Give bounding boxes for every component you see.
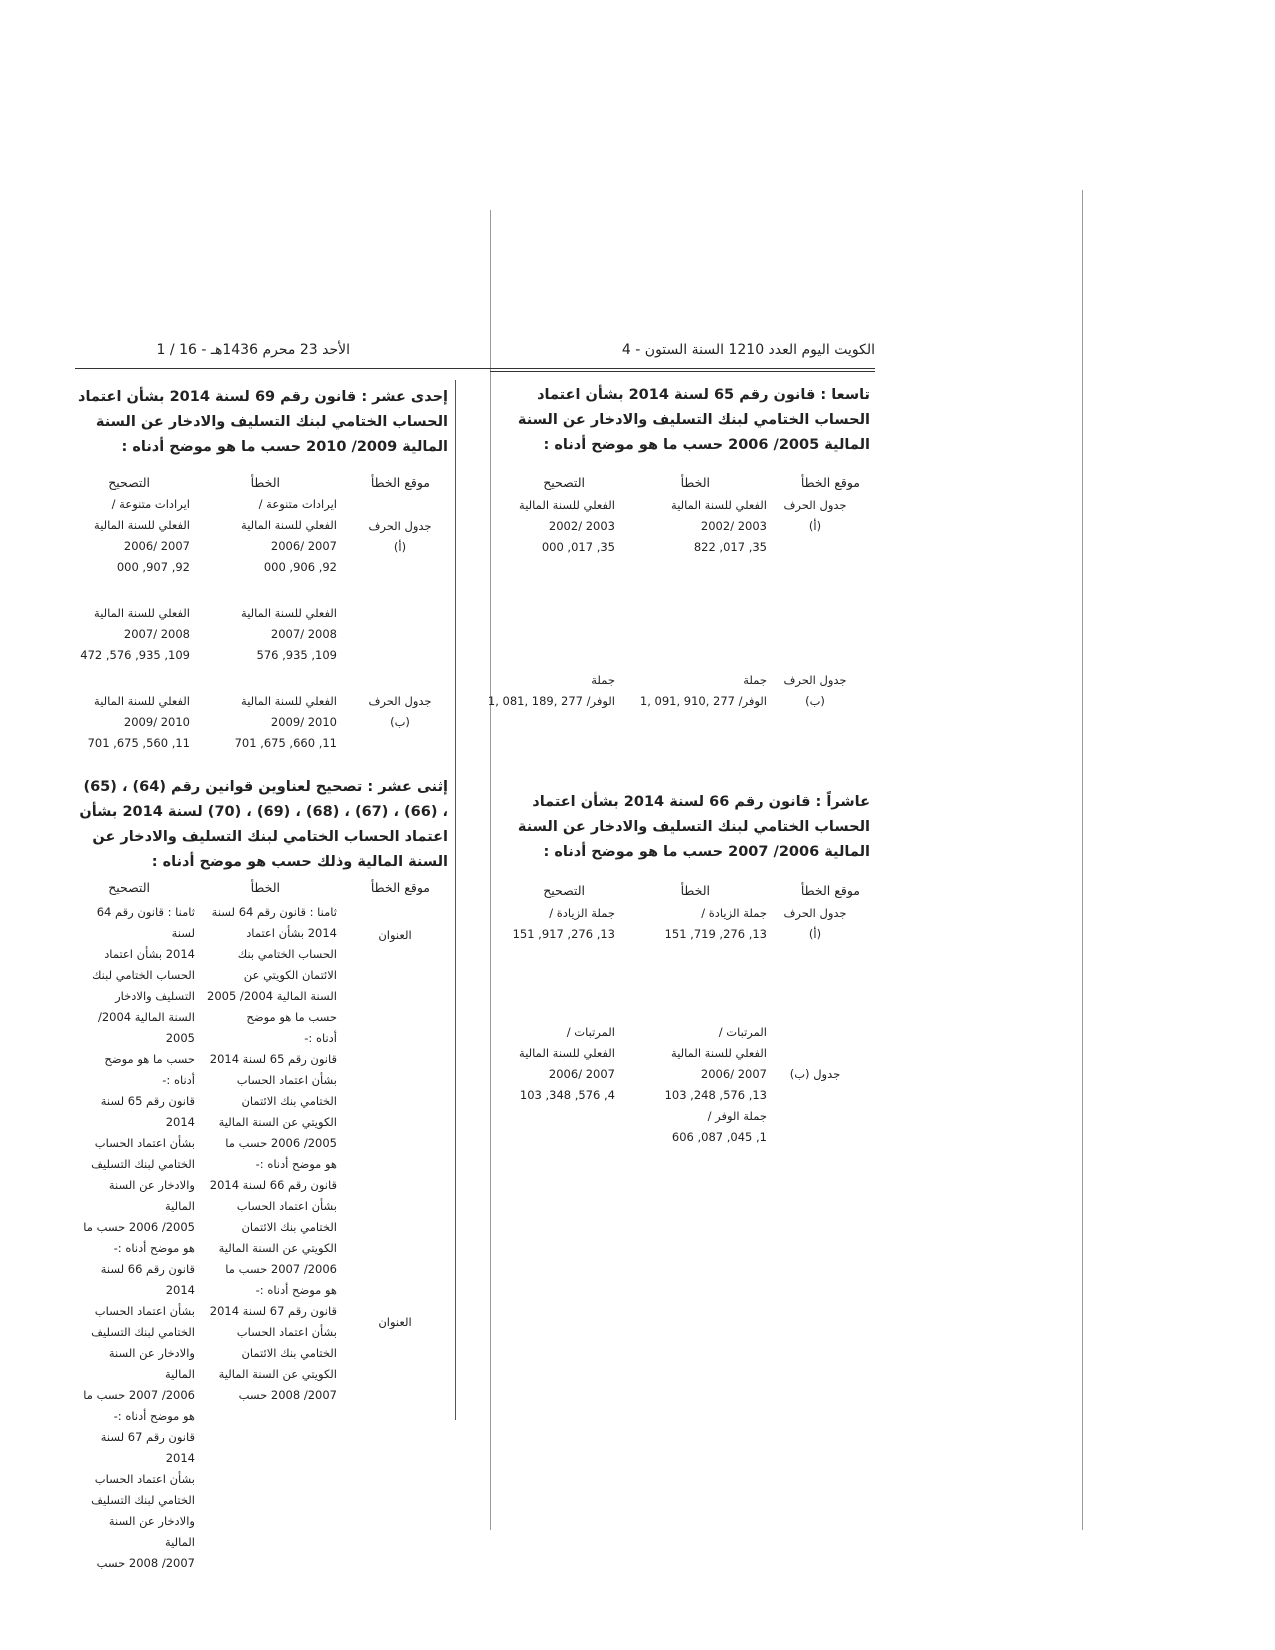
s9-header-correction: التصحيح [543,475,585,490]
section-10-title: عاشراً : قانون رقم 66 لسنة 2014 بشأن اعتماد الحساب الختامي لبنك التسليف والادخار عن السنة المالية 2006/ 2007 حسب ما هو موضح أدناه : [517,794,870,860]
s9-row1-correction: الفعلي للسنة المالية 2003 /2002 35, 017, 000 [519,498,615,554]
s12-header-error: الخطأ [250,880,280,895]
s11-header-location: موقع الخطأ [370,475,430,490]
s9-header-error: الخطأ [680,475,710,490]
s12-header-location: موقع الخطأ [370,880,430,895]
s10-header-error: الخطأ [680,883,710,898]
s9-row2-correction: جملة الوفر/ 277 ,189 ,081 ,1 [487,673,615,708]
section-9-title: تاسعا : قانون رقم 65 لسنة 2014 بشأن اعتماد الحساب الختامي لبنك التسليف والادخار عن السنة المالية 2005/ 2006 حسب ما هو موضح أدناه : [517,387,870,453]
s11-row3-location: جدول الحرف (ب) [368,694,432,729]
s10-row2-error: المرتبات / الفعلي للسنة المالية 2007 /2006 13, 576, 248, 103 جملة الوفر / 1, 045, 087, 606 [664,1025,767,1144]
s12-header-correction: التصحيح [108,880,150,895]
s11-header-correction: التصحيح [108,475,150,490]
s9-header-location: موقع الخطأ [800,475,860,490]
header-rule [75,368,875,369]
s10-row1-error: جملة الزيادة / 13, 276, 719, 151 [664,906,767,941]
s12-location-title-1: العنوان [378,928,412,942]
left-column-divider [455,380,456,1420]
s11-row2-correction: الفعلي للسنة المالية 2008 /2007 109, 935, 576, 472 [80,606,190,662]
s11-header-error: الخطأ [250,475,280,490]
s10-row1-correction: جملة الزيادة / 13, 276, 917, 151 [512,906,615,941]
s11-row1-correction: ايرادات متنوعة / الفعلي للسنة المالية 2007 /2006 92, 907, 000 [94,497,190,574]
header-right-page-info: الكويت اليوم العدد 1210 السنة الستون - 4 [621,342,875,358]
header-rule-2 [490,371,875,372]
s10-header-correction: التصحيح [543,883,585,898]
s10-row2-correction: المرتبات / الفعلي للسنة المالية 2007 /2006 4, 576, 348, 103 [519,1025,615,1102]
header-left-page-info: الأحد 23 محرم 1436هـ - 16 / 1 [156,342,350,358]
page-right-edge-line [1082,190,1083,1530]
s12-correction-text: ثامنا : قانون رقم 64 لسنة 2014 بشأن اعتماد الحساب الختامي لبنك التسليف والادخار السنة المالية 2004/ 2005 حسب ما هو موضح أدناه :- قانون رقم 65 لسنة 2014 بشأن اعتماد الحساب الختامي لبنك التسليف والادخار عن السنة المالية 2005/ 2006 حسب ما هو موضح أدناه :- قانون رقم 66 لسنة 2014 بشأن اعتماد الحساب الختامي لبنك التسليف والادخار عن السنة المالية 2006/ 2007 حسب ما هو موضح أدناه :- قانون رقم 67 لسنة 2014 بشأن اعتماد الحساب الختامي لبنك التسليف والادخار عن السنة المالية 2007/ 2008 حسب [83,905,195,1570]
s12-error-text: ثامنا : قانون رقم 64 لسنة 2014 بشأن اعتماد الحساب الختامي بنك الائتمان الكويتي عن السنة المالية 2004/ 2005 حسب ما هو موضح أدناه :- قانون رقم 65 لسنة 2014 بشأن اعتماد الحساب الختامي بنك الائتمان الكويتي عن السنة المالية 2005/ 2006 حسب ما هو موضح أدناه :- قانون رقم 66 لسنة 2014 بشأن اعتماد الحساب الختامي بنك الائتمان الكويتي عن السنة المالية 2006/ 2007 حسب ما هو موضح أدناه :- قانون رقم 67 لسنة 2014 بشأن اعتماد الحساب الختامي بنك الائتمان الكويتي عن السنة المالية 2007/ 2008 حسب [207,905,337,1402]
section-11-title: إحدى عشر : قانون رقم 69 لسنة 2014 بشأن اعتماد الحساب الختامي لبنك التسليف والادخار عن السنة المالية 2009/ 2010 حسب ما هو موضح أدناه : [78,389,448,455]
s11-row3-error: الفعلي للسنة المالية 2010 /2009 11, 660, 675, 701 [234,694,337,750]
s10-row2-location: جدول (ب) [789,1067,841,1081]
section-12-title: إثنى عشر : تصحيح لعناوين قوانين رقم (64) ، (65) ، (66) ، (67) ، (68) ، (69) ، (70) لسنة 2014 بشأن اعتماد الحساب الختامي لبنك التسليف والادخار عن السنة المالية وذلك حسب هو موضح أدناه : [79,779,448,870]
s9-row1-error: الفعلي للسنة المالية 2003 /2002 35, 017, 822 [671,498,767,554]
s11-row2-error: الفعلي للسنة المالية 2008 /2007 109, 935, 576 [241,606,337,662]
s11-row1-error: ايرادات متنوعة / الفعلي للسنة المالية 2007 /2006 92, 906, 000 [241,497,337,574]
s12-location-title-2: العنوان [378,1315,412,1329]
s10-header-location: موقع الخطأ [800,883,860,898]
s10-row1-location: جدول الحرف (أ) [783,906,847,941]
s9-row2-location: جدول الحرف (ب) [783,673,847,708]
s9-row1-location: جدول الحرف (أ) [783,498,847,533]
s11-row1-location: جدول الحرف (أ) [368,519,432,554]
s9-row2-error: جملة الوفر/ 277 ,910 ,091 ,1 [639,673,767,708]
s11-row3-correction: الفعلي للسنة المالية 2010 /2009 11, 560, 675, 701 [87,694,190,750]
